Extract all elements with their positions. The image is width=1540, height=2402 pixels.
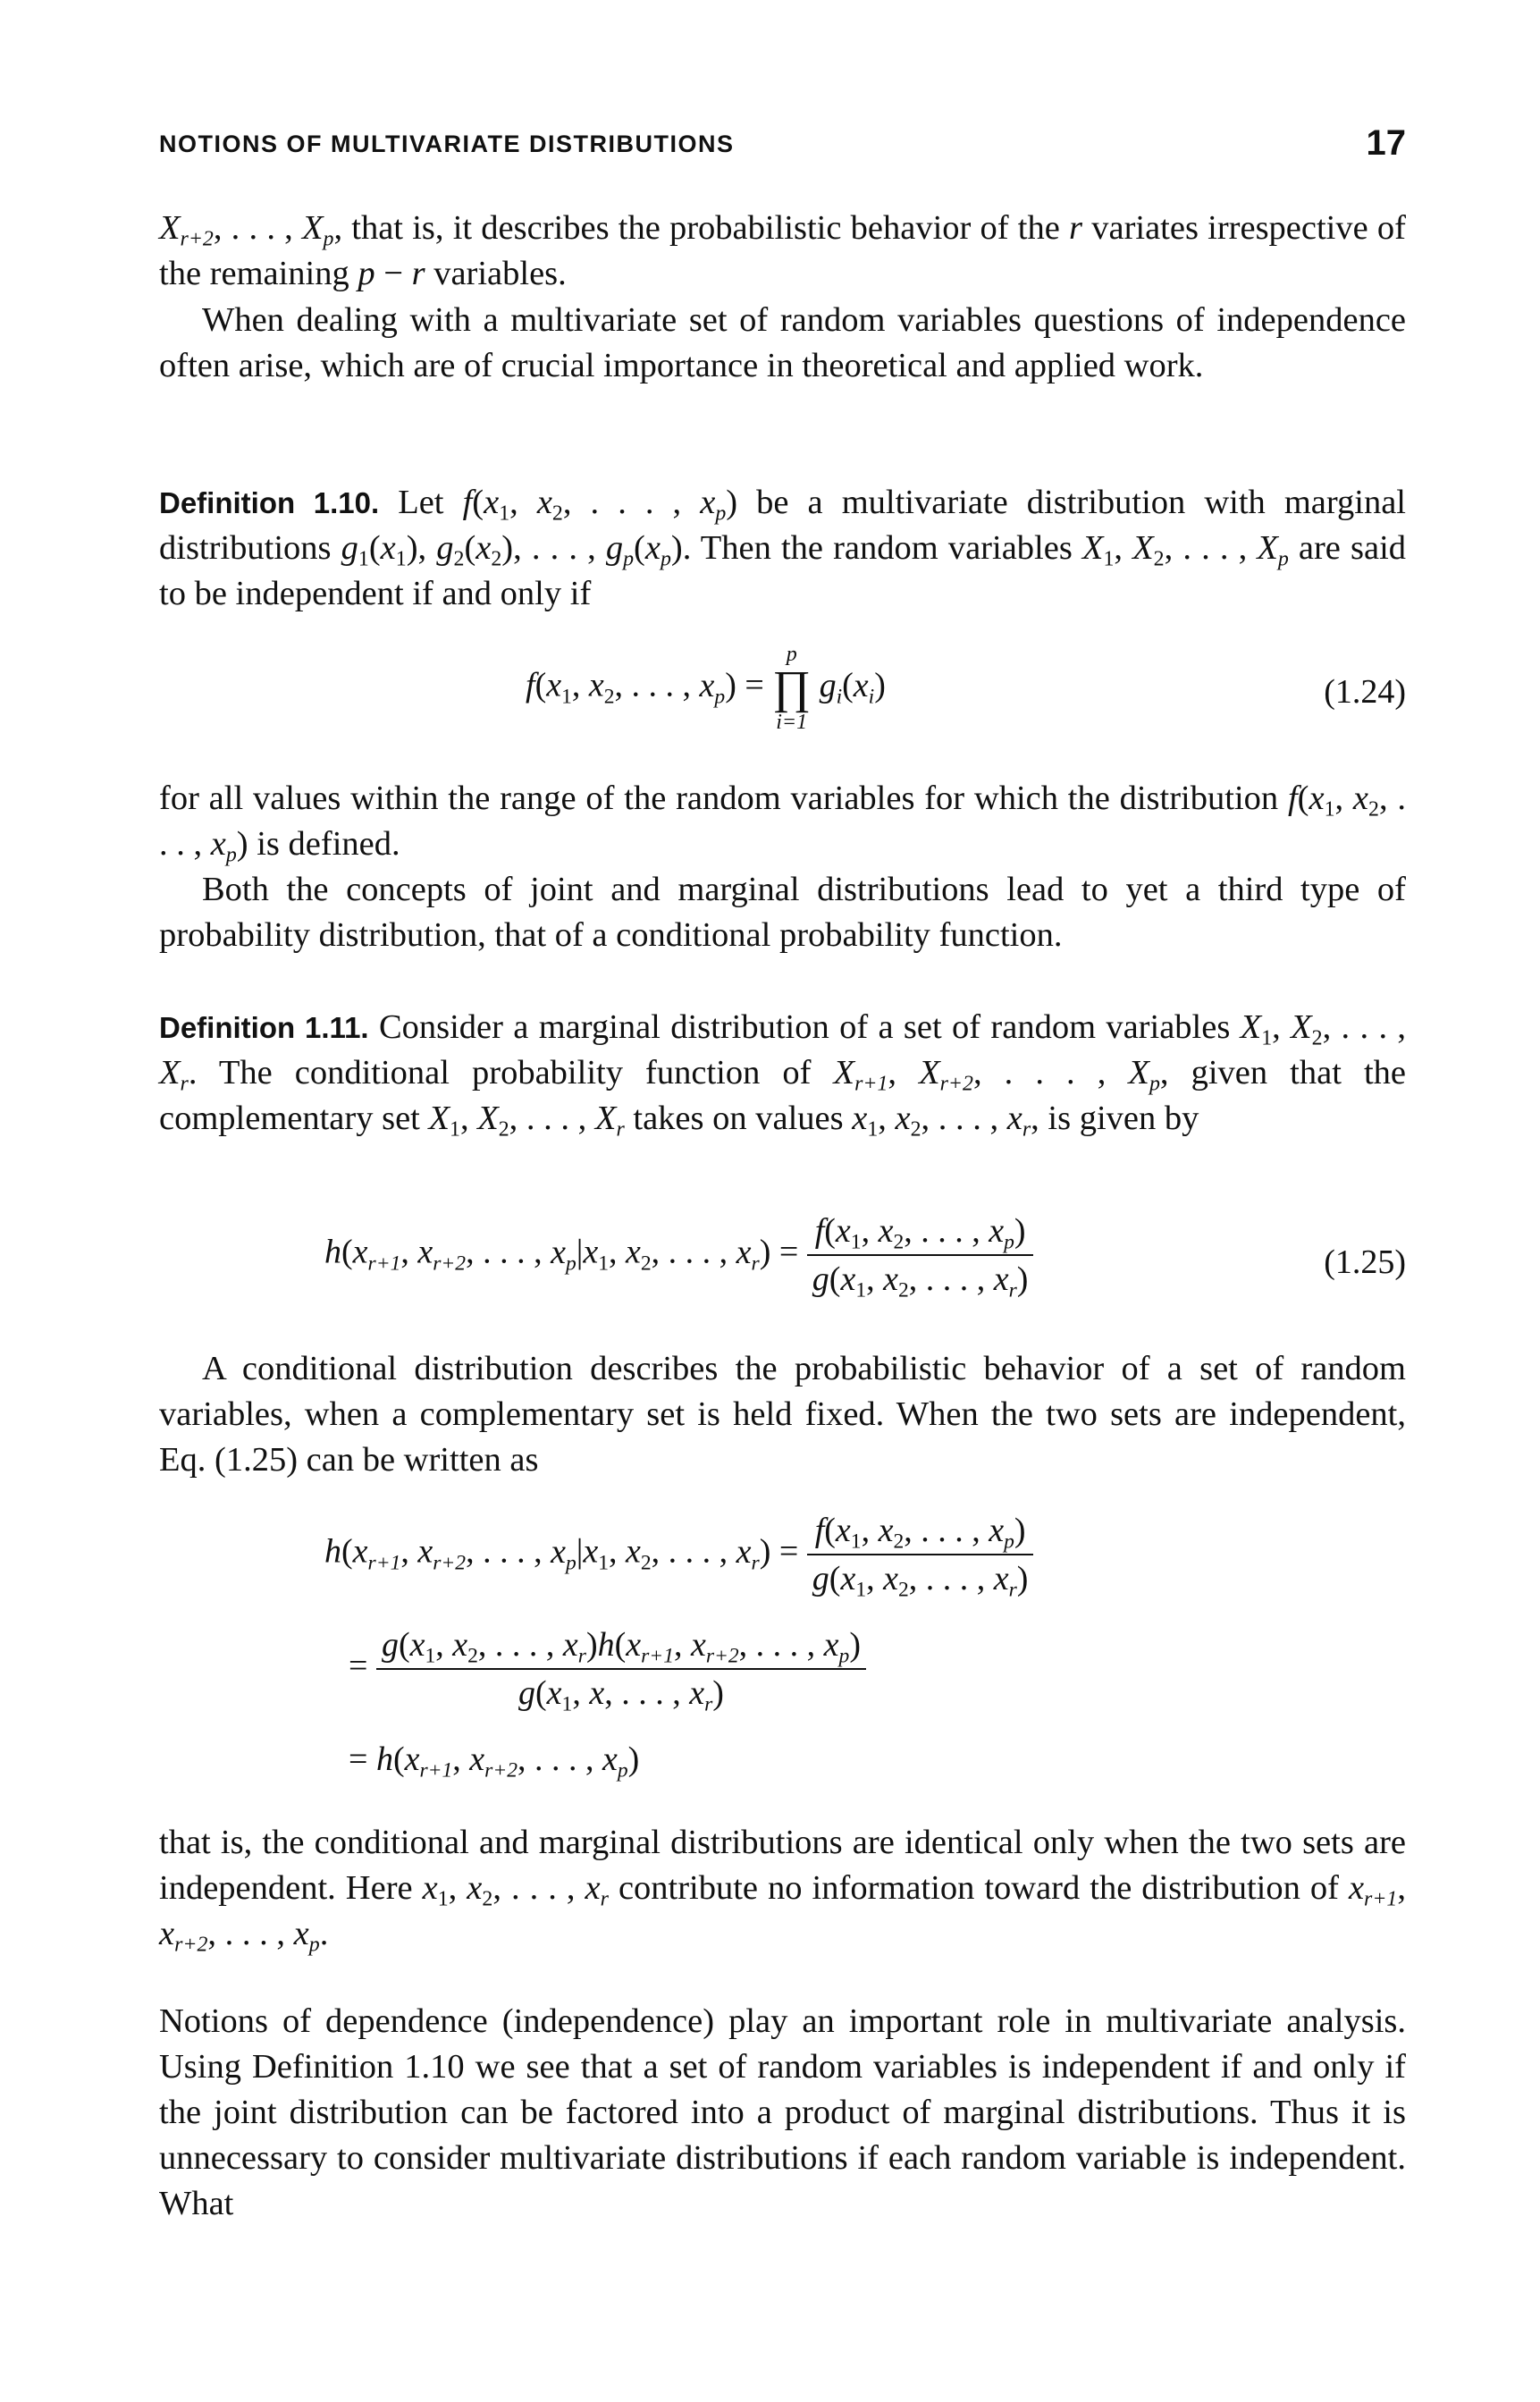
fraction: $\frac{f(x_1, x_2, . . . , x_p)}{g(x_1, x_2, . . . , x_r)}$: [807, 1511, 1034, 1598]
equation-number-1-24: (1.24): [1324, 673, 1406, 711]
page-number: 17: [1366, 123, 1406, 163]
paragraph-range: for all values within the range of the random variables for which the distribution $f(x_1$, $x_2$, . . . , $x_p$) is defined.: [159, 780, 1406, 867]
paragraph-independence-intro: When dealing with a multivariate set of random variables questions of independence often arise, which are of crucial importance in theoretical and applied work.: [159, 301, 1406, 384]
fraction: $\frac{f(x_1, x_2, . . . , x_p)}{g(x_1, x_2, . . . , x_r)}$: [807, 1211, 1034, 1299]
paragraph-dependence: Notions of dependence (independence) play an important role in multivariate analysis. Using Definition 1.10 we see that a set of random variables is independent if and only if the joint distribution can be factored into a product of marginal distributions. Thus it is unnecessary to consider multivariate distributions if each random variable is independent. What: [159, 2002, 1406, 2222]
paragraph-conditional-intro: Both the concepts of joint and marginal distributions lead to yet a third type of probability distribution, that of a conditional probability function.: [159, 871, 1406, 954]
paragraph-conditional-description: A conditional distribution describes the probabilistic behavior of a set of random variables, when a complementary set is held fixed. When the two sets are independent, Eq. (1.25) can be written as: [159, 1350, 1406, 1479]
paragraph-identical: that is, the conditional and marginal distributions are identical only when the two sets are independent. Here $x_1$, $x_2$, . . . , $x_r$ contribute no information toward the distribution of $x_{r+1}$, $x_{r+2}$, . . . , $x_p$.: [159, 1824, 1406, 1957]
definition-1-11-heading: Definition 1.11.: [159, 1011, 369, 1044]
page-header: [159, 123, 1406, 168]
definition-1-10-heading: Definition 1.10.: [159, 486, 380, 519]
definition-1-11: Definition 1.11. Consider a marginal distribution of a set of random variables $X_1$, $X_2$, . . . , $X_r$. The conditional probability function of $X_{r+1}$, $X_{r+2}$, . . . , $X_p$, given that the complementary set $X_1$, $X_2$, . . . , $X_r$ takes on values $x_1$, $x_2$, . . . , $x_r$, is given by: [159, 1008, 1407, 1142]
equation-1-25: $h(x_{r+1}$, $x_{r+2}$, . . . , $x_p|x_1$, $x_2$, . . . , $x_r$) = $\frac{f(x_1, x_2, . . . , x_p)}{g(x_1, x_2, . . . , x_r)}$: [324, 1211, 1033, 1299]
page: [159, 0, 1406, 2402]
derivation-line-3: = $h(x_{r+1}$, $x_{r+2}$, . . . , $x_p$): [349, 1740, 640, 1783]
product-operator: p ∏ i=1: [772, 643, 812, 734]
derivation-line-2: = $\frac{g(x_1, x_2, . . . , x_r)h(x_{r+1}, x_{r+2}, . . . , x_p)}{g(x_1, x, . . . , x_r)}$: [349, 1625, 866, 1713]
fraction: $\frac{g(x_1, x_2, . . . , x_r)h(x_{r+1}, x_{r+2}, . . . , x_p)}{g(x_1, x, . . . , x_r)}$: [376, 1625, 866, 1713]
paragraph-continuation: $X_{r+2}$, . . . , $X_p$, that is, it describes the probabilistic behavior of the r variates irrespective of the remaining p − r variables.: [159, 209, 1406, 292]
derivation-line-1: $h(x_{r+1}$, $x_{r+2}$, . . . , $x_p|x_1$, $x_2$, . . . , $x_r$) = $\frac{f(x_1, x_2, . . . , x_p)}{g(x_1, x_2, . . . , x_r)}$: [324, 1511, 1033, 1598]
equation-1-24: $f(x_1$, $x_2$, . . . , $x_p$) = p ∏ i=1 $g_i(x_i)$: [526, 643, 886, 734]
running-title: NOTIONS OF MULTIVARIATE DISTRIBUTIONS: [159, 131, 735, 157]
equation-number-1-25: (1.25): [1324, 1243, 1406, 1281]
definition-1-10: Definition 1.10. Let $f(x_1$, $x_2$, . . . , $x_p$) be a multivariate distribution with marginal distributions $g_1(x_1)$, $g_2(x_2)$, . . . , $g_p(x_p)$. Then the random variables $X_1$, $X_2$, . . . , $X_p$ are said to be independent if and only if: [159, 484, 1407, 612]
